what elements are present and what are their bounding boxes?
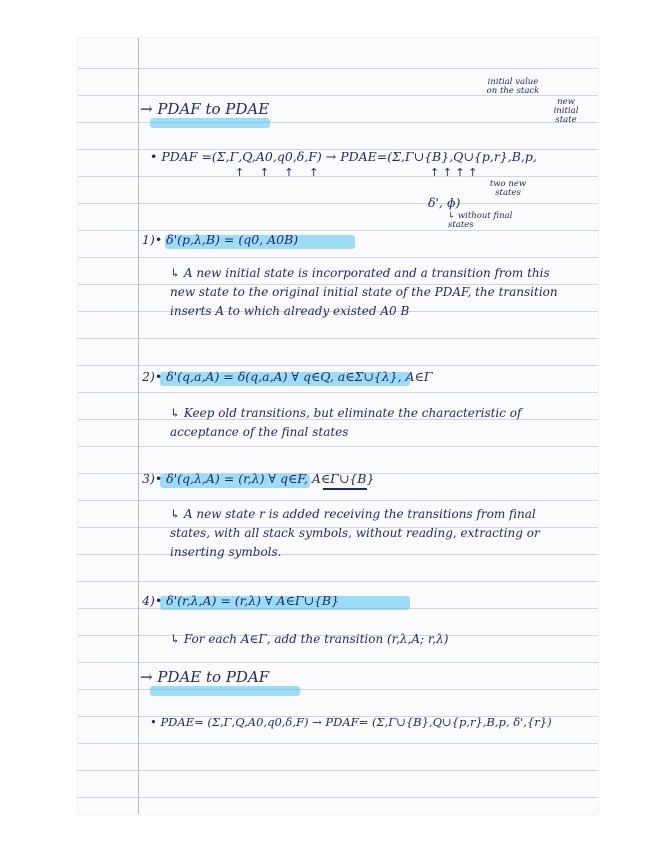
section-title-pdaf-to-pdae: → PDAF to PDAE xyxy=(140,100,270,118)
section-title-pdae-to-pdaf: → PDAE to PDAF xyxy=(140,668,270,686)
underline-q-in-f xyxy=(323,488,367,490)
arrows-left: ↑ ↑ ↑ ↑ xyxy=(235,166,325,179)
rule-3: 3)• δ'(q,λ,A) = (r,λ) ∀ q∈F, A∈Γ∪{B} xyxy=(142,471,375,486)
rule-1-note: ↳ A new initial state is incorporated and a transition from this new state to the original initial state of the PDAF, the transition inserts A to which already existed A0 B xyxy=(170,266,558,318)
annotation-initial-stack: initial value on the stack xyxy=(486,77,540,96)
formula-delta-phi: δ', ɸ) xyxy=(428,195,461,210)
rule-2: 2)• δ'(q,a,A) = δ(q,a,A) ∀ q∈Q, a∈Σ∪{λ}, A∈Γ xyxy=(142,369,433,384)
formula-pdaf-to-pdae: • PDAF =(Σ,Γ,Q,A0,q0,δ,F) → PDAE=(Σ,Γ∪{B},Q∪{p,r},B,p, xyxy=(150,149,537,164)
annotation-two-new-states: two new states xyxy=(489,179,527,198)
highlight-s2-title xyxy=(150,686,300,696)
rule-4: 4)• δ'(r,λ,A) = (r,λ) ∀ A∈Γ∪{B} xyxy=(142,593,340,608)
rule-2-note: ↳ Keep old transitions, but eliminate the characteristic of acceptance of the final states xyxy=(170,406,522,439)
arrows-right: ↑ ↑ ↑ ↑ xyxy=(430,166,478,179)
annotation-without-final-states: ↳ without final states xyxy=(448,211,513,230)
rule-1: 1)• δ'(p,λ,B) = (q0, A0B) xyxy=(142,232,299,247)
margin-line xyxy=(138,38,139,814)
rule-4-note: ↳ For each A∈Γ, add the transition (r,λ,A; r,λ) xyxy=(170,632,449,646)
highlight-s1-title xyxy=(150,118,270,128)
annotation-new-initial-state: new initial state xyxy=(553,97,579,125)
rule-3-note: ↳ A new state r is added receiving the transitions from final states, with all stack symbols, without reading, extracting or inserting symbols. xyxy=(170,507,540,559)
formula-pdae-to-pdaf: • PDAE= (Σ,Γ,Q,A0,q0,δ,F) → PDAF= (Σ,Γ∪{B},Q∪{p,r},B,p, δ',{r}) xyxy=(150,715,552,729)
